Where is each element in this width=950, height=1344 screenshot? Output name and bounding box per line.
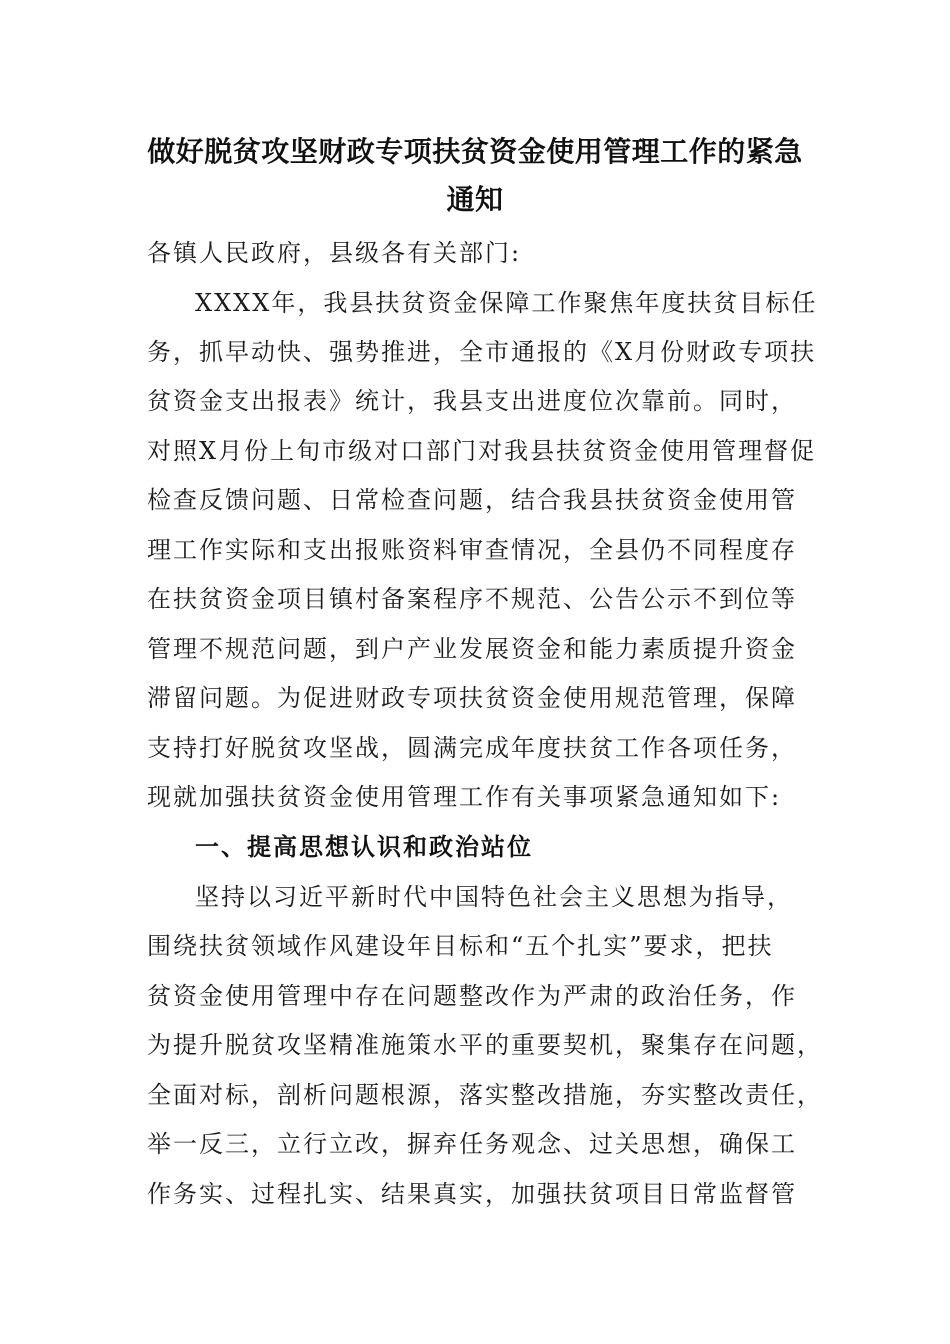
paragraph-1-line: 对照X月份上旬市级对口部门对我县扶贫资金使用管理督促 [147, 437, 817, 465]
title-line-1: 做好脱贫攻坚财政专项扶贫资金使用管理工作的紧急 [147, 135, 803, 168]
paragraph-1-line: 务，抓早动快、强势推进，全市通报的《X月份财政专项扶 [147, 338, 817, 366]
paragraph-1-line: XXXX年，我县扶贫资金保障工作聚焦年度扶贫目标任 [195, 289, 818, 317]
paragraph-1-line: 在扶贫资金项目镇村备案程序不规范、公告公示不到位等 [147, 585, 797, 613]
paragraph-2-line: 围绕扶贫领域作风建设年目标和“五个扎实”要求，把扶 [147, 932, 774, 960]
paragraph-1-line: 支持打好脱贫攻坚战，圆满完成年度扶贫工作各项任务， [147, 734, 797, 762]
paragraph-1-line: 滞留问题。为促进财政专项扶贫资金使用规范管理，保障 [147, 684, 797, 712]
paragraph-2-line: 为提升脱贫攻坚精准施策水平的重要契机，聚集存在问题， [147, 1031, 823, 1059]
paragraph-1-line: 检查反馈问题、日常检查问题，结合我县扶贫资金使用管 [147, 486, 797, 514]
paragraph-2-line: 作务实、过程扎实、结果真实，加强扶贫项目日常监督管 [147, 1180, 797, 1208]
paragraph-2-line: 贫资金使用管理中存在问题整改作为严肃的政治任务，作 [147, 982, 797, 1010]
document-title [130, 128, 820, 224]
paragraph-1-line: 贫资金支出报表》统计，我县支出进度位次靠前。同时， [147, 387, 797, 415]
paragraph-2-line: 举一反三，立行立改，摒弃任务观念、过关思想，确保工 [147, 1130, 797, 1158]
paragraph-1-line: 理工作实际和支出报账资料审查情况，全县仍不同程度存 [147, 536, 797, 564]
paragraph-1-line: 管理不规范问题，到户产业发展资金和能力素质提升资金 [147, 635, 797, 663]
title-line-2: 通知 [446, 183, 504, 216]
paragraph-2-line: 坚持以习近平新时代中国特色社会主义思想为指导， [195, 883, 793, 911]
salutation: 各镇人民政府，县级各有关部门: [147, 239, 522, 267]
paragraph-2-line: 全面对标，剖析问题根源，落实整改措施，夯实整改责任， [147, 1081, 823, 1109]
section-1-heading: 一、提高思想认识和政治站位 [195, 833, 533, 861]
paragraph-1-line: 现就加强扶贫资金使用管理工作有关事项紧急通知如下: [147, 783, 782, 811]
